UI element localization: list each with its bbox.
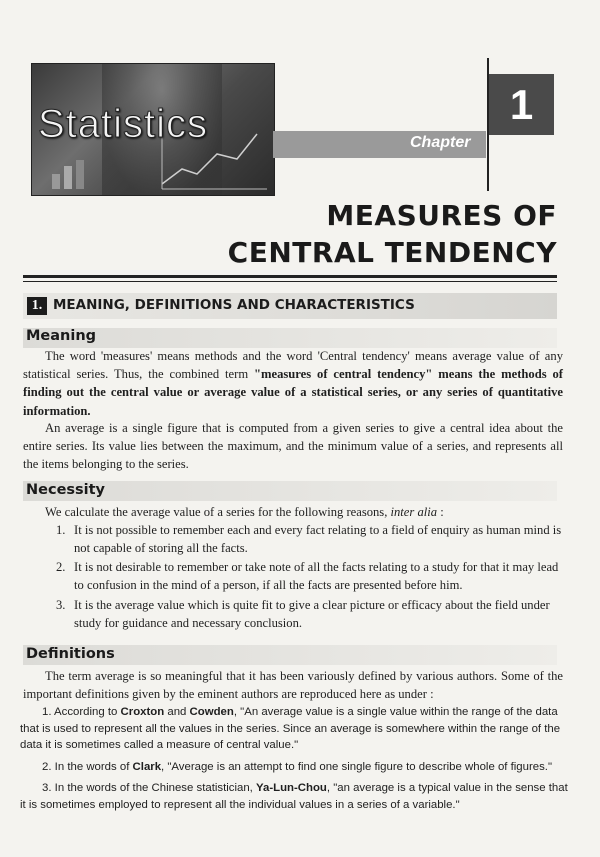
chapter-label: Chapter [410, 134, 471, 151]
def3-text-a: 3. In the words of the Chinese statistician, [42, 782, 257, 794]
list-number: 3. [56, 598, 66, 612]
list-text: It is not desirable to remember or take note of all the facts relating to a study for that it may lead to confusion in the mind of a person, if all the facts are presented before him. [74, 560, 559, 592]
definition-3 [20, 780, 568, 813]
chapter-title-line2: CENTRAL TENDENCY [227, 236, 557, 269]
list-number: 1. [56, 523, 66, 537]
definitions-heading: Definitions [26, 646, 115, 662]
list-number: 2. [56, 560, 66, 574]
necessity-heading: Necessity [26, 482, 106, 498]
chapter-number: 1 [489, 74, 554, 135]
necessity-intro-text: We calculate the average value of a series for the following reasons, [45, 505, 391, 519]
necessity-intro-italic: inter alia [390, 505, 438, 519]
def2-text-c: , "Average is an attempt to find one single figure to describe whole of figures." [161, 761, 552, 773]
meaning-p1-bold: "measures of central tendency" means the methods of finding out the central value or average value of a statistical series, or any series of quantitative information. [23, 367, 563, 418]
section-number: 1. [27, 297, 47, 315]
def1-text-c: and [164, 706, 190, 718]
def3-author-yalunchou: Ya-Lun-Chou [256, 782, 327, 794]
title-rule-thin [23, 281, 557, 282]
definition-2 [20, 759, 568, 776]
def2-text-a: 2. In the words of [42, 761, 133, 773]
necessity-item-3 [56, 597, 566, 632]
section-title: MEANING, DEFINITIONS AND CHARACTERISTICS [53, 297, 415, 313]
def3-text-c: , "an average is a typical value in the sense that it is sometimes employed to represent all the individual values in a series of a variable." [20, 782, 568, 811]
necessity-item-2 [56, 559, 566, 594]
necessity-intro [45, 503, 444, 521]
meaning-paragraph-2: An average is a single figure that is computed from a given series to give a central idea about the entire series. Its value lies between the maximum, and the minimum value of a series, and represents all the items belonging to the series. [23, 421, 563, 472]
def1-author-cowden: Cowden [189, 706, 234, 718]
necessity-item-1 [56, 522, 566, 557]
definitions-intro: The term average is so meaningful that it has been variously defined by various authors. Some of the important definitions given by the eminent authors are reproduced here as under : [23, 669, 563, 702]
def1-text-a: 1. According to [42, 706, 121, 718]
chapter-title [228, 197, 557, 271]
banner-title: Statistics [38, 102, 209, 146]
list-text: It is the average value which is quite fit to give a clear picture or efficacy about the field under study for guidance and necessary conclusion. [74, 598, 550, 630]
def1-author-croxton: Croxton [120, 706, 165, 718]
definition-1 [20, 704, 568, 754]
meaning-p1-text: The word 'measures' means methods and the word 'Central tendency' means average value of any statistical series. Thus, the combined term [23, 349, 563, 382]
meaning-paragraph-1 [23, 347, 563, 420]
chapter-title-line1: MEASURES OF [326, 199, 557, 232]
list-text: It is not possible to remember each and every fact relating to a field of enquiry as human mind is not capable of storing all the facts. [74, 523, 562, 555]
meaning-heading: Meaning [26, 328, 97, 344]
necessity-intro-end: : [437, 505, 444, 519]
def2-author-clark: Clark [132, 761, 162, 773]
def1-text-e: , "An average value is a single value within the range of the data that is used to represent all the values in the series. Since an average is somewhere within the range of the data it is sometimes called a measure of central value." [20, 706, 561, 751]
meaning-heading-bar [23, 328, 557, 348]
title-rule-thick [23, 275, 557, 278]
